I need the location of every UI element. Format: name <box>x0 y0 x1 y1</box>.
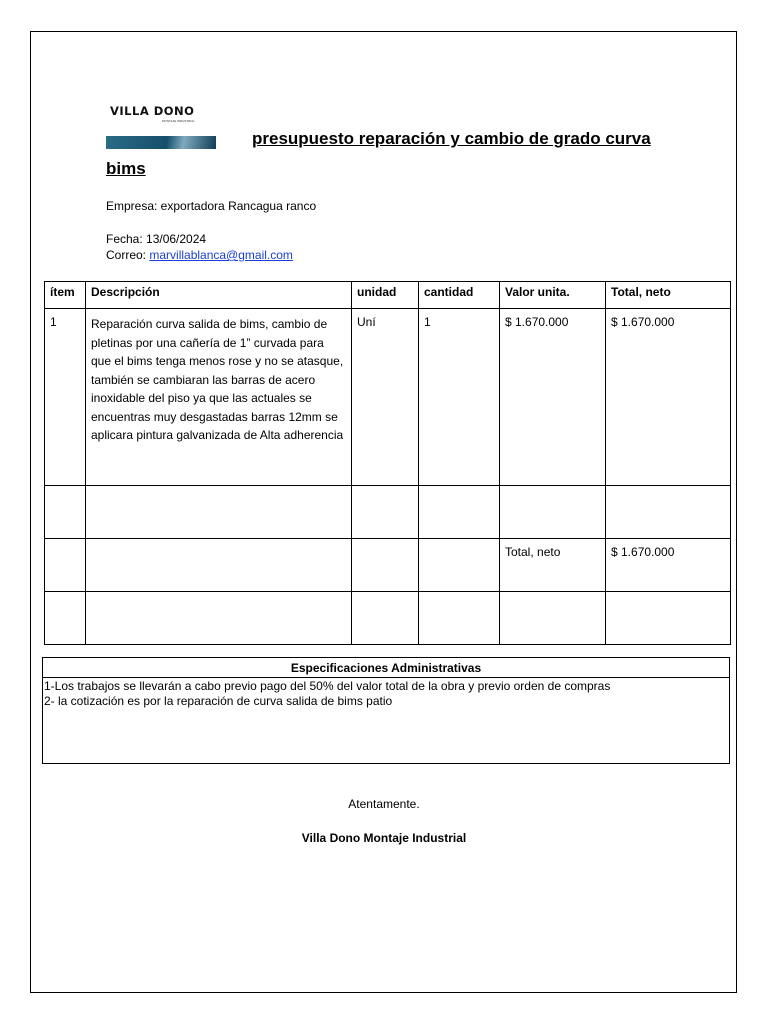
specs-body <box>43 678 730 764</box>
cell-net-total: $ 1.670.000 <box>606 309 731 486</box>
logo-text: VILLA DONO <box>110 104 195 118</box>
cell-quantity: 1 <box>419 309 500 486</box>
correo-line <box>106 248 293 262</box>
cell-unit-value: $ 1.670.000 <box>500 309 606 486</box>
specs-line-2: 2- la cotización es por la reparación de curva salida de bims patio <box>44 694 393 708</box>
correo-label: Correo: <box>106 248 150 262</box>
specs-table <box>42 657 730 764</box>
company-logo <box>106 104 218 150</box>
header-unit-value: Valor unita. <box>500 282 606 309</box>
total-value: $ 1.670.000 <box>606 539 731 592</box>
logo-subtext: MONTAJE INDUSTRIAL <box>162 119 195 123</box>
fecha-line: Fecha: 13/06/2024 <box>106 232 207 246</box>
header-quantity: cantidad <box>419 282 500 309</box>
header-description: Descripción <box>86 282 352 309</box>
specs-title: Especificaciones Administrativas <box>43 658 730 678</box>
empresa-line: Empresa: exportadora Rancagua ranco <box>106 199 317 213</box>
header-unit: unidad <box>352 282 419 309</box>
items-table <box>44 281 731 645</box>
email-link[interactable]: marvillablanca@gmail.com <box>149 248 293 262</box>
logo-bar <box>106 136 216 149</box>
table-row <box>45 309 731 486</box>
document-title: presupuesto reparación y cambio de grado curva <box>252 129 651 148</box>
cell-description: Reparación curva salida de bims, cambio de pletinas por una cañería de 1” curvada para que el bims tenga menos rose y no se atasque, también se cambiaran las barras de acero inoxidable del piso ya que las actuales se encuentras muy desgastadas barras 12mm se aplicara pintura galvanizada de Alta adherencia <box>86 309 352 486</box>
total-label: Total, neto <box>500 539 606 592</box>
header-item: ítem <box>45 282 86 309</box>
closing-regards: Atentamente. <box>348 797 420 811</box>
closing-company: Villa Dono Montaje Industrial <box>301 831 467 845</box>
table-header-row <box>45 282 731 309</box>
header-net-total: Total, neto <box>606 282 731 309</box>
table-row-total <box>45 539 731 592</box>
cell-unit: Uní <box>352 309 419 486</box>
document-title-continued: bims <box>106 159 146 178</box>
table-row-empty <box>45 486 731 539</box>
cell-item: 1 <box>45 309 86 486</box>
specs-line-1: 1-Los trabajos se llevarán a cabo previo pago del 50% del valor total de la obra y previo orden de compras <box>44 679 611 693</box>
table-row-empty <box>45 592 731 645</box>
